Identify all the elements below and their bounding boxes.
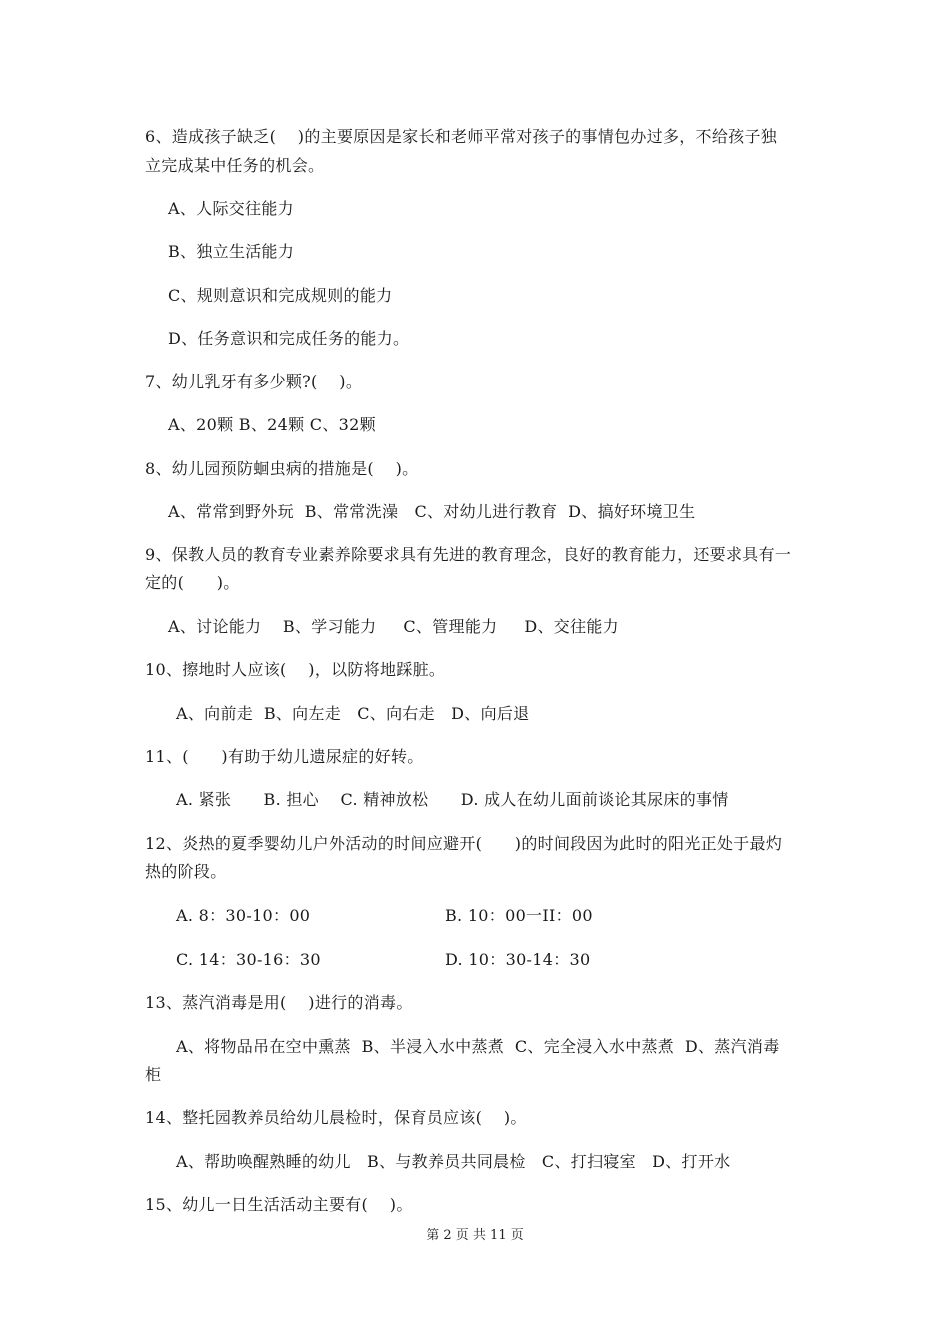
question-6-option-b: B、独立生活能力 — [168, 242, 295, 261]
question-12-option-c: C. 14：30-16：30 — [176, 950, 321, 969]
question-12-text: 12、炎热的夏季婴幼儿户外活动的时间应避开( )的时间段因为此时的阳光正处于最灼 — [145, 834, 783, 853]
question-7-text: 7、幼儿乳牙有多少颗?( )。 — [145, 372, 363, 391]
question-9-options: A、讨论能力 B、学习能力 C、管理能力 D、交往能力 — [168, 617, 619, 636]
question-6-text: 6、造成孩子缺乏( )的主要原因是家长和老师平常对孩子的事情包办过多，不给孩子独 — [145, 127, 778, 146]
question-15-text: 15、幼儿一日生活活动主要有( )。 — [145, 1195, 413, 1214]
question-11-options: A. 紧张 B. 担心 C. 精神放松 D. 成人在幼儿面前谈论其尿床的事情 — [176, 790, 729, 809]
question-12-option-b: B. 10：00一II：00 — [445, 906, 593, 925]
question-10-text: 10、擦地时人应该( )，以防将地踩脏。 — [145, 660, 446, 679]
question-14-options: A、帮助唤醒熟睡的幼儿 B、与教养员共同晨检 C、打扫寝室 D、打开水 — [176, 1152, 731, 1171]
question-6-option-d: D、任务意识和完成任务的能力。 — [168, 329, 410, 348]
question-12-option-d: D. 10：30-14：30 — [445, 950, 591, 969]
question-11-text: 11、( )有助于幼儿遗尿症的好转。 — [145, 747, 424, 766]
question-13-options: A、将物品吊在空中熏蒸 B、半浸入水中蒸煮 C、完全浸入水中蒸煮 D、蒸汽消毒 — [176, 1037, 780, 1056]
question-12-text-cont: 热的阶段。 — [145, 862, 227, 881]
question-7-options: A、20颗 B、24颗 C、32颗 — [168, 415, 376, 434]
question-13-options-cont: 柜 — [145, 1065, 162, 1084]
question-14-text: 14、整托园教养员给幼儿晨检时，保育员应该( )。 — [145, 1108, 527, 1127]
question-6-option-a: A、人际交往能力 — [168, 199, 294, 218]
question-10-options: A、向前走 B、向左走 C、向右走 D、向后退 — [176, 704, 530, 723]
question-6-option-c: C、规则意识和完成规则的能力 — [168, 286, 393, 305]
question-8-text: 8、幼儿园预防蛔虫病的措施是( )。 — [145, 459, 419, 478]
question-9-text-cont: 定的( )。 — [145, 573, 240, 592]
question-12-option-a: A. 8：30-10：00 — [176, 906, 311, 925]
question-8-options: A、常常到野外玩 B、常常洗澡 C、对幼儿进行教育 D、搞好环境卫生 — [168, 502, 696, 521]
page-number-footer: 第 2 页 共 11 页 — [426, 1228, 524, 1243]
question-13-text: 13、蒸汽消毒是用( )进行的消毒。 — [145, 993, 413, 1012]
question-6-text-cont: 立完成某中任务的机会。 — [145, 156, 325, 175]
question-9-text: 9、保教人员的教育专业素养除要求具有先进的教育理念，良好的教育能力，还要求具有一 — [145, 545, 792, 564]
